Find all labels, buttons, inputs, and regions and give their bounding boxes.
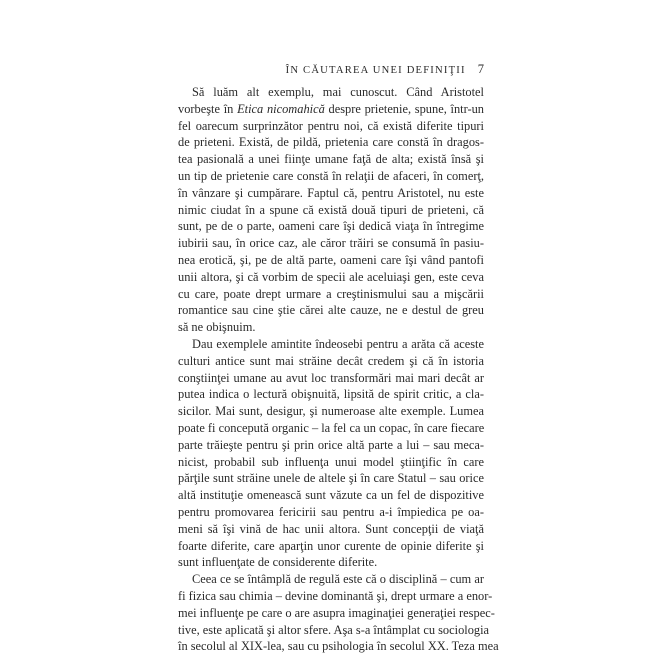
- text-run: nicist, probabil sub influenţa unui model ştiinţific în care: [178, 454, 484, 469]
- text-line: [178, 605, 495, 622]
- text-run: putea indica o lectură obişnuită, lipsită de spirit critic, a cla-: [178, 387, 484, 402]
- text-run: fi fizica sau chimia – devine dominantă şi, drept urmare a enor-: [178, 588, 493, 603]
- text-line: [178, 235, 484, 252]
- text-run: părţile sunt străine unele de altele şi în care Statul – sau orice: [178, 471, 484, 486]
- text-line: [178, 252, 484, 269]
- text-run: foarte diferite, care aparţin unor curente de opinie diferite şi: [178, 538, 484, 553]
- text-line: [178, 319, 484, 336]
- text-run: vorbeşte în: [178, 101, 238, 116]
- text-run: Dau exemplele amintite îndeosebi pentru a arăta că aceste: [192, 336, 484, 351]
- text-line: [178, 487, 484, 504]
- text-run: nimic ciudat în a spune că există două tipuri de prieteni, că: [178, 202, 484, 217]
- text-line: [178, 554, 484, 571]
- text-line: [178, 638, 499, 655]
- text-run: în secolul al XIX-lea, sau cu psihologia în secolul XX. Teza mea: [178, 639, 499, 654]
- text-run: de prieteni. Există, de pildă, prietenia care constă în dragos-: [178, 135, 484, 150]
- paragraph: [178, 336, 484, 571]
- text-line: [178, 521, 484, 538]
- text-line: [178, 538, 484, 555]
- text-run: sicilor. Mai sunt, desigur, şi numeroase alte exemple. Lumea: [178, 404, 484, 419]
- text-line: [178, 370, 484, 387]
- text-run: tea pasională a unei fiinţe umane faţă de alta; există însă şi: [178, 152, 484, 167]
- text-line: [178, 269, 484, 286]
- text-run: nea erotică, şi, pe de altă parte, oameni care îşi vând pantofi: [178, 252, 484, 267]
- text-line: [178, 454, 484, 471]
- text-line: [178, 470, 484, 487]
- text-line: [178, 420, 484, 437]
- text-line: [178, 168, 484, 185]
- text-run: pentru promovarea fericirii sau pentru a-i împiedica pe oa-: [178, 504, 484, 519]
- book-title-italic: Etica nicomahică: [237, 101, 325, 116]
- text-line: [178, 84, 484, 101]
- text-run: conştiinţei umane au avut loc transformări mai mari decât ar: [178, 370, 484, 385]
- text-run: romantice sau cine ştie cărei alte cauze, ne e destul de greu: [178, 303, 484, 318]
- paragraph: [178, 84, 484, 336]
- text-run: mei influenţe pe care o are asupra imaginaţiei generaţiei respec-: [178, 605, 495, 620]
- text-line: [178, 151, 484, 168]
- text-run: fel oarecum surprinzător pentru noi, că există diferite tipuri: [178, 118, 484, 133]
- text-line: [178, 118, 484, 135]
- text-run: sunt influenţate de considerente diferite.: [178, 555, 378, 570]
- text-run: Ceea ce se întâmplă de regulă este că o disciplină – cum ar: [192, 572, 484, 587]
- text-line: [178, 386, 484, 403]
- text-run: culturi antice sunt mai străine decât credem şi că în istoria: [178, 353, 484, 368]
- text-line: [178, 101, 484, 118]
- text-line: [178, 437, 484, 454]
- running-head: [178, 62, 484, 77]
- text-line: [178, 134, 484, 151]
- text-line: [178, 588, 493, 605]
- text-run: sunt, pe de o parte, oameni care îşi dedică viaţa în întregime: [178, 219, 484, 234]
- text-run: unii altora, şi că vorbim de specii ale aceluiaşi gen, este ceva: [178, 269, 484, 284]
- text-run: Să luăm alt exemplu, mai cunoscut. Când Aristotel: [192, 85, 484, 99]
- text-run: un tip de prietenie care constă în relaţii de afaceri, în comerţ,: [178, 168, 484, 183]
- chapter-title: ÎN CĂUTAREA UNEI DEFINIŢII: [285, 65, 466, 76]
- page-number: 7: [477, 62, 484, 76]
- body-text: [178, 84, 499, 655]
- text-line: [178, 218, 484, 235]
- text-line: [178, 403, 484, 420]
- text-line: [178, 571, 484, 588]
- text-run: despre prietenie, spune, într-un: [324, 101, 484, 116]
- text-run: meni să îşi vină de hac unii altora. Sunt concepţii de viaţă: [178, 521, 484, 536]
- text-line: [178, 622, 490, 639]
- paragraph: [178, 571, 499, 655]
- text-line: [178, 302, 484, 319]
- text-line: [178, 185, 484, 202]
- text-run: tive, este aplicată şi altor sfere. Aşa s-a întâmplat cu sociologia: [178, 622, 490, 637]
- text-run: cu care, poate drept urmare a creştinismului sau a mişcării: [178, 286, 484, 301]
- text-run: iubirii sau, în orice caz, ale căror trăiri se consumă în pasiu-: [178, 236, 484, 251]
- text-run: altă instituţie omenească sunt văzute ca un fel de dispozitive: [178, 488, 484, 503]
- text-line: [178, 353, 484, 370]
- text-line: [178, 504, 484, 521]
- text-run: poate fi concepută organic – la fel ca un copac, în care fiecare: [178, 420, 485, 435]
- text-run: să ne obişnuim.: [178, 320, 256, 335]
- text-line: [178, 286, 484, 303]
- text-run: parte trăieşte pentru şi prin orice altă parte a lui – sau meca-: [178, 437, 484, 452]
- text-line: [178, 202, 484, 219]
- text-run: în vânzare şi cumpărare. Faptul că, pentru Aristotel, nu este: [178, 185, 484, 200]
- text-line: [178, 336, 484, 353]
